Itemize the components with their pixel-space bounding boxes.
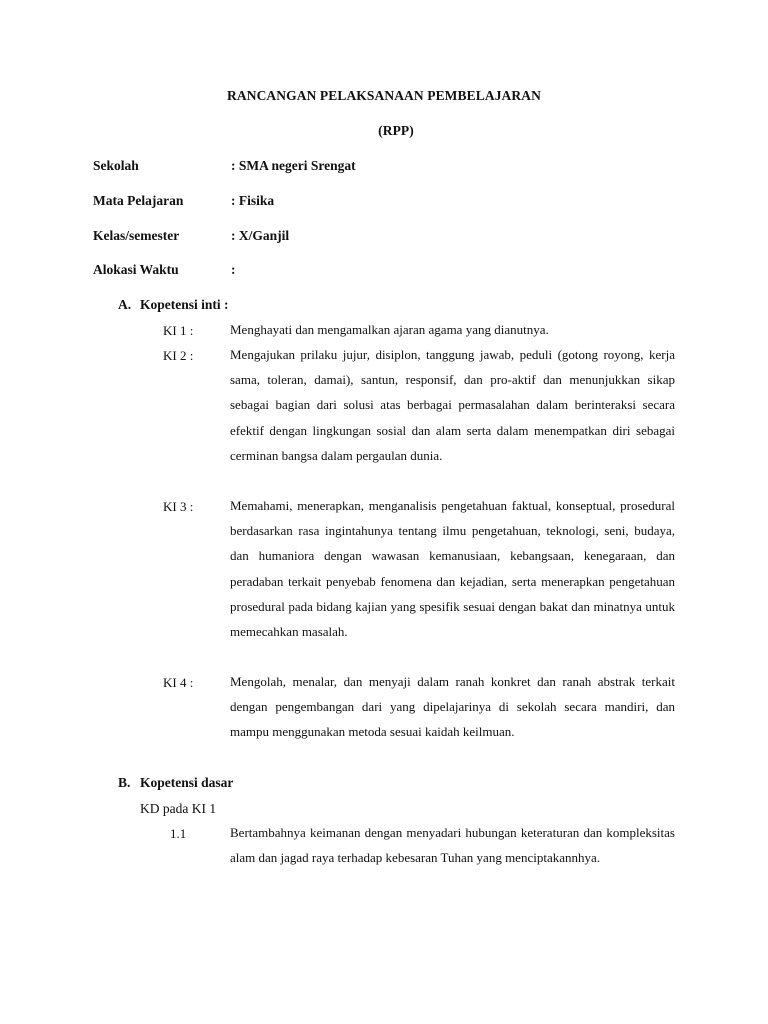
ki-text: Memahami, menerapkan, menganalisis pengetahuan faktual, konseptual, prosedural berdasarkan rasa ingintahunya tentang ilmu pengetahuan, teknologi, seni, budaya, dan humaniora dengan wawasan kemanusiaan, kebangsaan, kenegaraan, dan peradaban terkait penyebab fenomena dan kejadian, serta menerapkan pengetahuan prosedural pada bidang kajian yang spesifik sesuai dengan bakat dan minatnya untuk memecahkan masalah.	[230, 498, 675, 640]
section-a-heading	[118, 297, 229, 313]
info-value: : SMA negeri Srengat	[231, 158, 356, 173]
section-title: Kopetensi dasar	[140, 775, 234, 790]
info-value: :	[231, 262, 236, 277]
kd-subheading: KD pada KI 1	[140, 801, 217, 816]
info-label: Kelas/semester	[93, 228, 180, 243]
info-row-kelas-semester	[93, 228, 289, 244]
ki-text: Mengolah, menalar, dan menyaji dalam ranah konkret dan ranah abstrak terkait dengan pengembangan dari yang dipelajarinya di sekolah secara mandiri, dan mampu menggunakan metoda sesuai kaidah keilmuan.	[230, 674, 675, 740]
ki-label: KI 3 :	[163, 499, 194, 514]
section-title: Kopetensi inti :	[140, 297, 229, 312]
info-value: : X/Ganjil	[231, 228, 290, 243]
ki-item-3	[163, 499, 675, 644]
kd-item-1-1	[170, 826, 675, 870]
info-label: Sekolah	[93, 158, 139, 173]
ki-item-1	[163, 323, 675, 342]
ki-item-4	[163, 675, 675, 745]
info-label: Alokasi Waktu	[93, 262, 179, 277]
ki-label: KI 1 :	[163, 323, 194, 338]
section-b-heading	[118, 775, 233, 791]
ki-text: Menghayati dan mengamalkan ajaran agama yang dianutnya.	[230, 322, 549, 337]
ki-text: Mengajukan prilaku jujur, disiplon, tanggung jawab, peduli (gotong royong, kerja sama, toleran, damai), santun, responsif, dan pro-aktif dan menunjukkan sikap sebagai bagian dari solusi atas berbagai permasalahan dalam berinteraksi secara efektif dengan lingkungan sosial dan alam serta dalam menempatkan diri sebagai cerminan bangsa dalam pergaulan dunia.	[230, 347, 675, 463]
kd-text: Bertambahnya keimanan dengan menyadari hubungan keteraturan dan kompleksitas alam dan jagad raya terhadap kebesaran Tuhan yang menciptakannhya.	[230, 825, 675, 866]
info-value: : Fisika	[231, 193, 275, 208]
section-letter: B.	[118, 775, 131, 790]
ki-label: KI 4 :	[163, 675, 194, 690]
document-subtitle: (RPP)	[378, 123, 414, 138]
ki-label: KI 2 :	[163, 348, 194, 363]
info-label: Mata Pelajaran	[93, 193, 184, 208]
info-row-mata-pelajaran	[93, 193, 274, 209]
info-row-sekolah	[93, 158, 356, 174]
kd-number: 1.1	[170, 826, 187, 841]
info-row-alokasi-waktu	[93, 262, 236, 278]
ki-item-2	[163, 348, 675, 468]
document-title: RANCANGAN PELAKSANAAN PEMBELAJARAN	[227, 88, 541, 103]
section-letter: A.	[118, 297, 132, 312]
